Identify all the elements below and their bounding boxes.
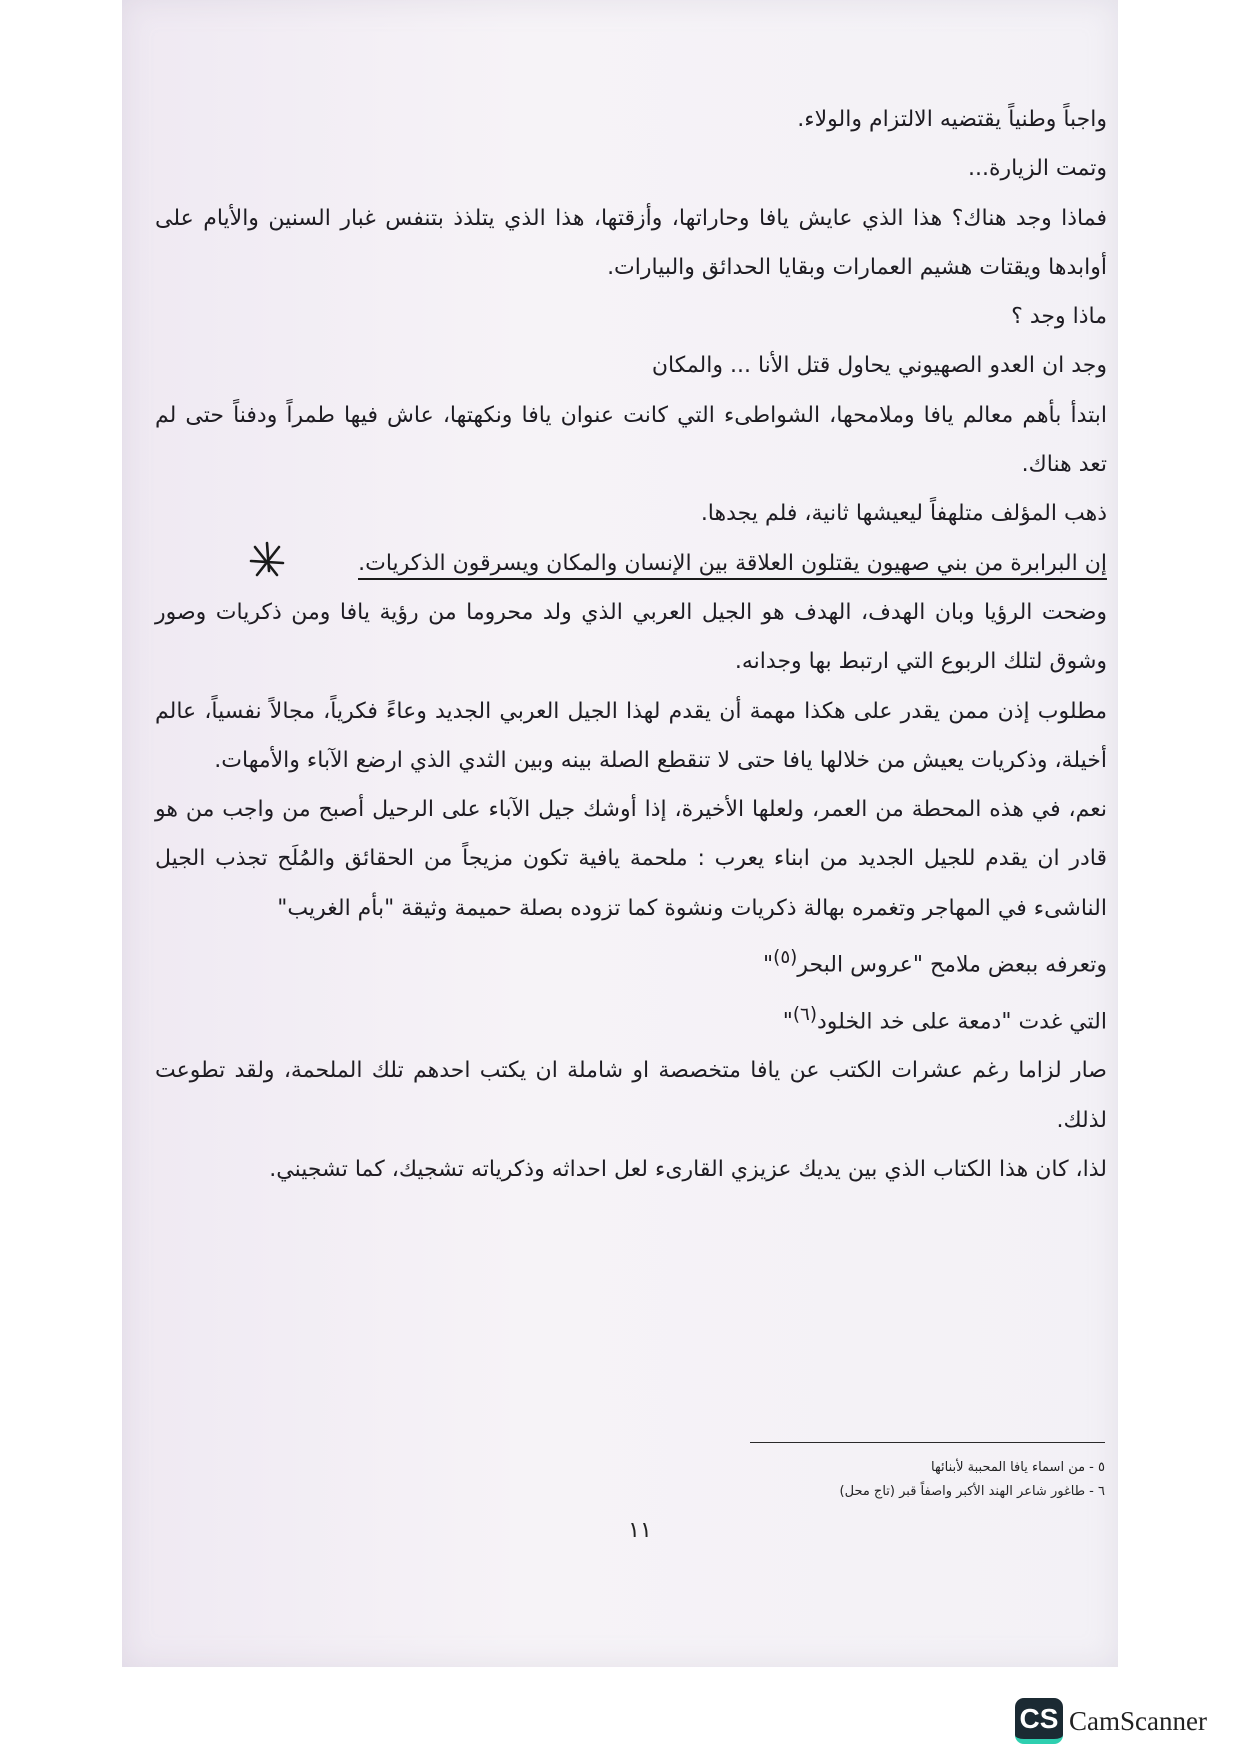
footnote-divider	[750, 1442, 1105, 1443]
asterisk-annotation-icon	[247, 541, 287, 581]
paragraph: ماذا وجد ؟	[1011, 304, 1107, 330]
paragraph: واجباً وطنياً يقتضيه الالتزام والولاء.	[797, 107, 1107, 132]
paragraph: فماذا وجد هناك؟ هذا الذي عايش يافا وحاراتها، وأزقتها، هذا الذي يتلذذ بتنفس غبار السنين والأيام على أوابدها ويقتات هشيم العمارات وبقايا الحدائق والبيارات.	[155, 205, 1107, 280]
footnote-marker: (٦)	[792, 1003, 817, 1025]
paragraph: لذا، كان هذا الكتاب الذي بين يديك عزيزي القارىء لعل احداثه وذكرياته تشجيك، كما تشجيني.	[269, 1156, 1107, 1182]
footnote-ref-line: وتعرفه ببعض ملامح "عروس البحر$^{(٥)}$"	[763, 947, 1107, 978]
paragraph: ذهب المؤلف متلهفاً ليعيشها ثانية، فلم يجدها.	[700, 501, 1107, 527]
footnote: ٥ - من اسماء يافا المحببة لأبنائها	[931, 1460, 1105, 1475]
footnotes	[700, 1456, 1105, 1504]
paragraph: وجد ان العدو الصهيوني يحاول قتل الأنا ... والمكان	[651, 353, 1107, 379]
paragraph: وضحت الرؤيا وبان الهدف، الهدف هو الجيل العربي الذي ولد محروما من رؤية يافا ومن ذكريات وصور وشوق لتلك الربوع التي ارتبط بها وجدانه.	[155, 599, 1107, 675]
paragraph: ابتدأ بأهم معالم يافا وملامحها، الشواطىء التي كانت عنوان يافا ونكهتها، عاش فيها طمراً ودفناً حتى لم تعد هناك.	[155, 402, 1107, 478]
underlined-paragraph	[155, 539, 1107, 588]
paragraph: صار لزاما رغم عشرات الكتب عن يافا متخصصة او شاملة ان يكتب احدهم تلك الملحمة، ولقد تطوعت لذلك.	[155, 1058, 1107, 1133]
page-number: ١١	[628, 1518, 652, 1543]
body-text	[155, 95, 1107, 1194]
footnote: ٦ - طاغور شاعر الهند الأكبر واصفاً قبر (تاج محل)	[839, 1484, 1105, 1499]
camscanner-label: CamScanner	[1069, 1705, 1207, 1736]
paragraph: نعم، في هذه المحطة من العمر، ولعلها الأخيرة، إذا أوشك جيل الآباء على الرحيل أصبح من واجب من هو قادر ان يقدم للجيل الجديد من ابناء يعرب : ملحمة يافية تكون مزيجاً من الحقائق والمُلَح تجذب الجيل الناشىء في المهاجر وتغمره بهالة ذكريات ونشوة كما تزوده بصلة حميمة وثيقة "بأم الغريب"	[155, 797, 1107, 921]
camscanner-logo-icon: CS	[1015, 1698, 1063, 1744]
paragraph: وتمت الزيارة...	[968, 156, 1107, 182]
footnote-ref-line: التي غدت "دمعة على خد الخلود$^{(٦)}$"	[782, 1003, 1107, 1034]
paragraph: مطلوب إذن ممن يقدر على هكذا مهمة أن يقدم لهذا الجيل العربي الجديد وعاءً فكرياً، مجالاً نفسياً، عالم أخيلة، وذكريات يعيش من خلالها يافا حتى لا تنقطع الصلة بينه وبين الثدي الذي ارضع الآباء والأمهات.	[155, 698, 1107, 773]
underlined-sentence: إن البرابرة من بني صهيون يقتلون العلاقة بين الإنسان والمكان ويسرقون الذكريات.	[358, 551, 1107, 580]
camscanner-watermark	[1015, 1697, 1215, 1745]
footnote-marker: (٥)	[773, 947, 798, 969]
